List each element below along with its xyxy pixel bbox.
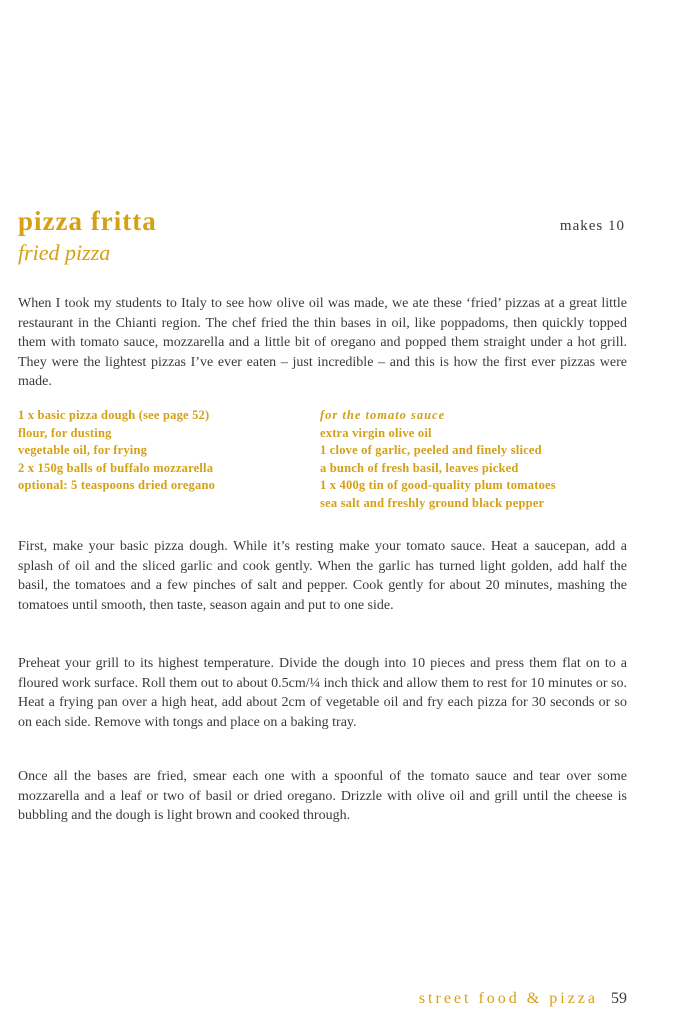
page-number: 59: [611, 990, 627, 1007]
ingredient-item: 1 x basic pizza dough (see page 52): [18, 408, 210, 422]
section-footer: [419, 990, 627, 1008]
ingredient-item: sea salt and freshly ground black pepper: [320, 495, 545, 510]
ingredient-item: optional: 5 teaspoons dried oregano: [18, 478, 216, 493]
recipe-yield: makes 10: [559, 218, 625, 234]
ingredient-item: flour, for dusting: [18, 425, 112, 440]
ingredient-item: extra virgin olive oil: [320, 425, 432, 440]
ingredient-item: vegetable oil, for frying: [18, 443, 148, 458]
recipe-subtitle: fried pizza: [18, 240, 111, 265]
method-step: First, make your basic pizza dough. While it’s resting make your tomato sauce. Heat a saucepan, add a splash of oil and the sliced garlic and cook gently. When the garlic has turned light golden, add half the basil, the tomatoes and a few pinches of salt and pepper. Cook gently for about 20 minutes, mashing the tomatoes until smooth, then taste, season again and put to one side.: [18, 539, 627, 613]
ingredient-item: 1 x 400g tin of good-quality plum tomatoes: [320, 478, 556, 493]
ingredient-item: a bunch of fresh basil, leaves picked: [320, 460, 519, 475]
ingredients-list-main: [18, 407, 308, 495]
ingredient-item: 2 x 150g balls of buffalo mozzarella: [18, 460, 214, 475]
recipe-intro: When I took my students to Italy to see how olive oil was made, we ate these ‘fried’ pizzas at a great little restaurant in the Chianti region. The chef fried the thin bases in oil, like poppadoms, then quickly topped them with tomato sauce, mozzarella and a little bit of oregano and popped them straight under a hot grill. They were the lightest pizzas I’ve ever eaten – just incredible – and this is how the first ever pizzas were made.: [18, 296, 627, 389]
method-step: Once all the bases are fried, smear each one with a spoonful of the tomato sauce and tear over some mozzarella and a leaf or two of basil or dried oregano. Drizzle with olive oil and grill until the cheese is bubbling and the dough is light brown and cooked through.: [18, 769, 627, 823]
sauce-heading: for the tomato sauce: [320, 408, 446, 422]
section-name: street food & pizza: [418, 990, 598, 1007]
recipe-title: pizza fritta: [18, 206, 157, 236]
method-step: Preheat your grill to its highest temperature. Divide the dough into 10 pieces and press them flat on to a floured work surface. Roll them out to about 0.5cm/¼ inch thick and allow them to rest for 10 minutes or so. Heat a frying pan over a high heat, add about 2cm of vegetable oil and fry each pizza for 30 seconds or so on each side. Remove with tongs and place on a baking tray.: [18, 656, 627, 730]
ingredient-item: 1 clove of garlic, peeled and finely sliced: [320, 443, 542, 458]
ingredients-list-sauce: [320, 407, 640, 513]
